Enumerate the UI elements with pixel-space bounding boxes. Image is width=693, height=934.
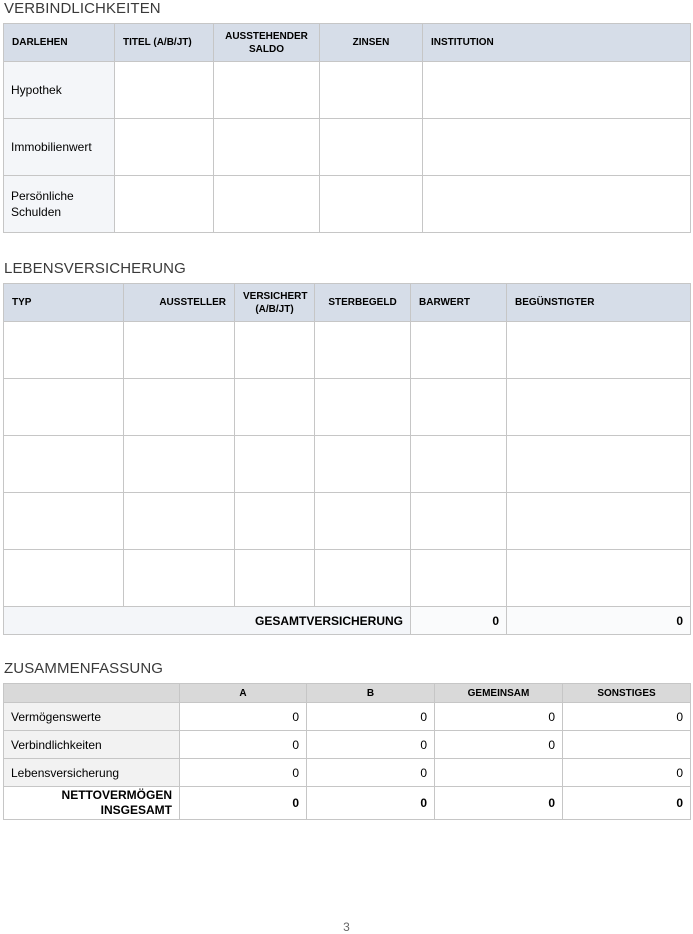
input-cell[interactable] [315, 379, 411, 436]
input-cell[interactable] [423, 176, 691, 233]
table-row [4, 550, 691, 607]
total-insurance-label: GESAMTVERSICHERUNG [4, 607, 411, 635]
input-cell[interactable] [235, 493, 315, 550]
row-label-personal-debt: Persönliche Schulden [4, 176, 115, 233]
row-label-liabilities: Verbindlichkeiten [4, 731, 180, 759]
value-cell: 0 [435, 703, 563, 731]
col-header-interest: ZINSEN [320, 24, 423, 62]
input-cell[interactable] [507, 322, 691, 379]
page-number: 3 [343, 920, 350, 934]
input-cell[interactable] [214, 176, 320, 233]
life-insurance-total-row [4, 607, 691, 635]
life-insurance-title: LEBENSVERSICHERUNG [4, 260, 186, 277]
input-cell[interactable] [507, 493, 691, 550]
net-worth-label: NETTOVERMÖGEN INSGESAMT [4, 787, 180, 820]
total-value-cell: 0 [435, 787, 563, 820]
total-value-cell: 0 [563, 787, 691, 820]
input-cell[interactable] [235, 550, 315, 607]
col-header-institution: INSTITUTION [423, 24, 691, 62]
col-header-outstanding-balance: AUSSTEHENDER SALDO [214, 24, 320, 62]
input-cell[interactable] [124, 550, 235, 607]
value-cell: 0 [435, 731, 563, 759]
summary-table [3, 683, 691, 820]
input-cell[interactable] [507, 550, 691, 607]
input-cell[interactable] [4, 436, 124, 493]
input-cell[interactable] [235, 379, 315, 436]
value-cell: 0 [563, 703, 691, 731]
col-header-joint: GEMEINSAM [435, 684, 563, 703]
input-cell[interactable] [411, 322, 507, 379]
liabilities-header-row [4, 24, 691, 62]
liabilities-table [3, 23, 691, 233]
value-cell: 0 [180, 759, 307, 787]
input-cell[interactable] [4, 379, 124, 436]
col-header-loan: DARLEHEN [4, 24, 115, 62]
total-value-cell: 0 [307, 787, 435, 820]
total-death-benefit: 0 [411, 607, 507, 635]
summary-total-row [4, 787, 691, 820]
value-cell [435, 759, 563, 787]
table-row [4, 176, 691, 233]
input-cell[interactable] [124, 436, 235, 493]
input-cell[interactable] [423, 62, 691, 119]
col-header-title: TITEL (A/B/JT) [115, 24, 214, 62]
col-header-other: SONSTIGES [563, 684, 691, 703]
input-cell[interactable] [320, 176, 423, 233]
liabilities-title: VERBINDLICHKEITEN [4, 0, 161, 17]
input-cell[interactable] [411, 379, 507, 436]
col-header-insured: VERSICHERT (A/B/JT) [235, 284, 315, 322]
value-cell: 0 [180, 703, 307, 731]
col-header-type: TYP [4, 284, 124, 322]
input-cell[interactable] [315, 493, 411, 550]
value-cell [563, 731, 691, 759]
input-cell[interactable] [315, 436, 411, 493]
col-header-b: B [307, 684, 435, 703]
row-label-life-insurance: Lebensversicherung [4, 759, 180, 787]
summary-title: ZUSAMMENFASSUNG [4, 660, 164, 677]
input-cell[interactable] [115, 119, 214, 176]
col-header-cash-value: BARWERT [411, 284, 507, 322]
row-label-property-value: Immobilienwert [4, 119, 115, 176]
input-cell[interactable] [315, 550, 411, 607]
table-row [4, 759, 691, 787]
input-cell[interactable] [124, 379, 235, 436]
value-cell: 0 [180, 731, 307, 759]
table-row [4, 379, 691, 436]
total-value-cell: 0 [180, 787, 307, 820]
input-cell[interactable] [4, 493, 124, 550]
table-row [4, 493, 691, 550]
col-header-death-benefit: STERBEGELD [315, 284, 411, 322]
value-cell: 0 [563, 759, 691, 787]
table-row [4, 436, 691, 493]
input-cell[interactable] [115, 62, 214, 119]
input-cell[interactable] [423, 119, 691, 176]
row-label-mortgage: Hypothek [4, 62, 115, 119]
value-cell: 0 [307, 759, 435, 787]
input-cell[interactable] [124, 322, 235, 379]
col-header-a: A [180, 684, 307, 703]
col-header-blank [4, 684, 180, 703]
value-cell: 0 [307, 731, 435, 759]
input-cell[interactable] [411, 550, 507, 607]
input-cell[interactable] [4, 550, 124, 607]
table-row [4, 731, 691, 759]
table-row [4, 62, 691, 119]
input-cell[interactable] [507, 379, 691, 436]
row-label-assets: Vermögenswerte [4, 703, 180, 731]
input-cell[interactable] [411, 493, 507, 550]
life-insurance-header-row [4, 284, 691, 322]
input-cell[interactable] [124, 493, 235, 550]
input-cell[interactable] [214, 62, 320, 119]
input-cell[interactable] [320, 119, 423, 176]
input-cell[interactable] [411, 436, 507, 493]
table-row [4, 703, 691, 731]
col-header-beneficiary: BEGÜNSTIGTER [507, 284, 691, 322]
input-cell[interactable] [4, 322, 124, 379]
table-row [4, 119, 691, 176]
value-cell: 0 [307, 703, 435, 731]
input-cell[interactable] [214, 119, 320, 176]
input-cell[interactable] [115, 176, 214, 233]
input-cell[interactable] [235, 322, 315, 379]
col-header-issuer: AUSSTELLER [124, 284, 235, 322]
input-cell[interactable] [320, 62, 423, 119]
total-cash-value: 0 [507, 607, 691, 635]
summary-header-row [4, 684, 691, 703]
table-row [4, 322, 691, 379]
life-insurance-table [3, 283, 691, 635]
input-cell[interactable] [507, 436, 691, 493]
input-cell[interactable] [315, 322, 411, 379]
input-cell[interactable] [235, 436, 315, 493]
